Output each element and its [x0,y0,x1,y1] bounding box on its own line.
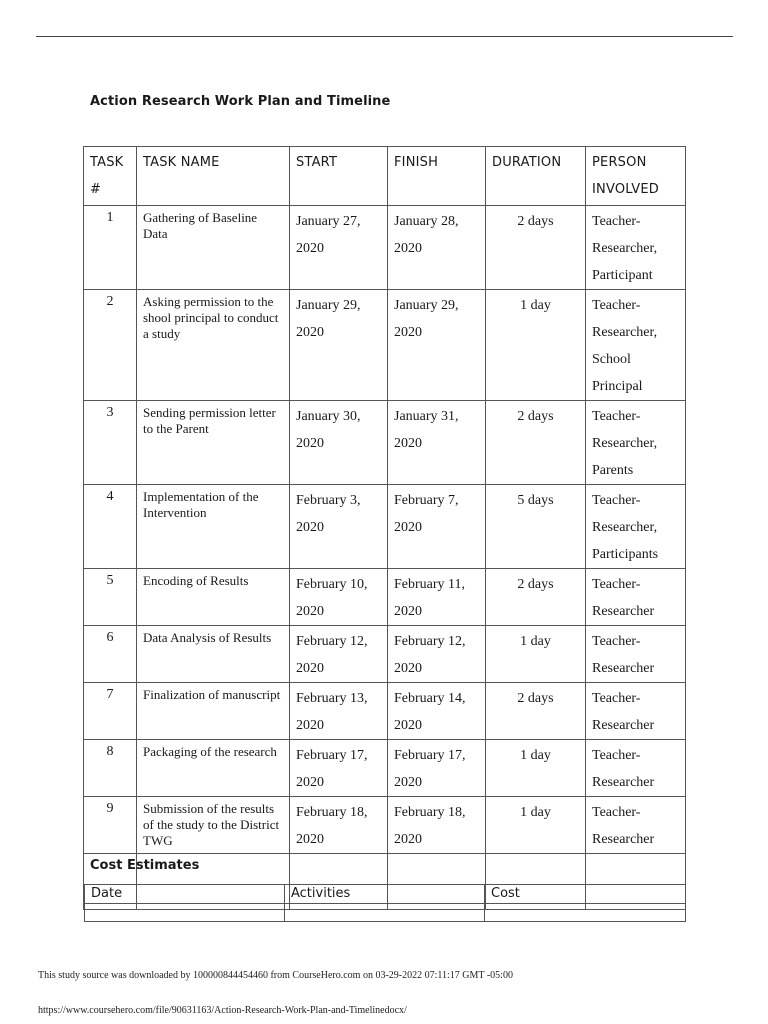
task-start: February 12, 2020 [290,626,388,683]
table-row [84,740,686,797]
task-number: 9 [84,797,137,854]
table-header-row [84,147,686,206]
task-person: Teacher-Researcher, School Principal [586,290,686,401]
task-number: 5 [84,569,137,626]
task-start: January 29, 2020 [290,290,388,401]
table-row [84,401,686,485]
task-name: Submission of the results of the study to the District TWG [137,797,290,854]
task-duration: 1 day [486,797,586,854]
task-duration: 2 days [486,401,586,485]
task-finish: February 17, 2020 [388,740,486,797]
task-start: January 27, 2020 [290,206,388,290]
empty-cell [285,904,485,922]
task-finish: January 28, 2020 [388,206,486,290]
task-number: 4 [84,485,137,569]
task-finish: January 31, 2020 [388,401,486,485]
task-start: February 10, 2020 [290,569,388,626]
task-person: Teacher-Researcher, Participant [586,206,686,290]
task-start: February 13, 2020 [290,683,388,740]
header-person-involved: PERSON INVOLVED [586,147,686,206]
task-number: 2 [84,290,137,401]
work-plan-table [83,146,686,910]
task-duration: 1 day [486,626,586,683]
task-person: Teacher-Researcher [586,683,686,740]
task-person: Teacher-Researcher [586,626,686,683]
table-row [84,485,686,569]
empty-cell [485,904,686,922]
cost-estimates-title: Cost Estimates [90,858,200,873]
table-row [84,626,686,683]
task-duration: 5 days [486,485,586,569]
task-name: Data Analysis of Results [137,626,290,683]
header-date: Date [85,885,285,904]
table-row [84,569,686,626]
task-number: 3 [84,401,137,485]
task-name: Packaging of the research [137,740,290,797]
cost-header-row [85,885,686,904]
task-number: 6 [84,626,137,683]
task-start: February 18, 2020 [290,797,388,854]
task-name: Gathering of Baseline Data [137,206,290,290]
empty-cell [85,904,285,922]
task-person: Teacher-Researcher, Parents [586,401,686,485]
task-name: Implementation of the Intervention [137,485,290,569]
task-name: Asking permission to the shool principal to conduct a study [137,290,290,401]
task-start: February 3, 2020 [290,485,388,569]
header-cost: Cost [485,885,686,904]
cost-empty-row [85,904,686,922]
task-finish: January 29, 2020 [388,290,486,401]
task-person: Teacher-Researcher [586,797,686,854]
task-duration: 2 days [486,683,586,740]
header-start: START [290,147,388,206]
task-person: Teacher-Researcher [586,740,686,797]
task-person: Teacher-Researcher [586,569,686,626]
download-note: This study source was downloaded by 100000844454460 from CourseHero.com on 03-29-2022 07:11:17 GMT -05:00 [38,970,513,981]
header-duration: DURATION [486,147,586,206]
table-row [84,206,686,290]
header-task-num: TASK # [84,147,137,206]
task-name: Sending permission letter to the Parent [137,401,290,485]
task-number: 7 [84,683,137,740]
task-duration: 2 days [486,206,586,290]
task-duration: 1 day [486,290,586,401]
task-finish: February 12, 2020 [388,626,486,683]
task-number: 1 [84,206,137,290]
task-finish: February 18, 2020 [388,797,486,854]
task-name: Encoding of Results [137,569,290,626]
task-person: Teacher-Researcher, Participants [586,485,686,569]
task-name: Finalization of manuscript [137,683,290,740]
task-start: February 17, 2020 [290,740,388,797]
task-start: January 30, 2020 [290,401,388,485]
task-finish: February 7, 2020 [388,485,486,569]
table-row [84,797,686,854]
task-number: 8 [84,740,137,797]
task-finish: February 11, 2020 [388,569,486,626]
document-title: Action Research Work Plan and Timeline [90,94,391,109]
task-finish: February 14, 2020 [388,683,486,740]
header-task-name: TASK NAME [137,147,290,206]
task-duration: 2 days [486,569,586,626]
header-activities: Activities [285,885,485,904]
top-rule [36,36,733,37]
cost-estimates-table [84,884,686,922]
task-duration: 1 day [486,740,586,797]
table-row [84,290,686,401]
table-row [84,683,686,740]
header-finish: FINISH [388,147,486,206]
source-url[interactable]: https://www.coursehero.com/file/90631163/Action-Research-Work-Plan-and-Timelinedocx/ [38,1005,407,1016]
